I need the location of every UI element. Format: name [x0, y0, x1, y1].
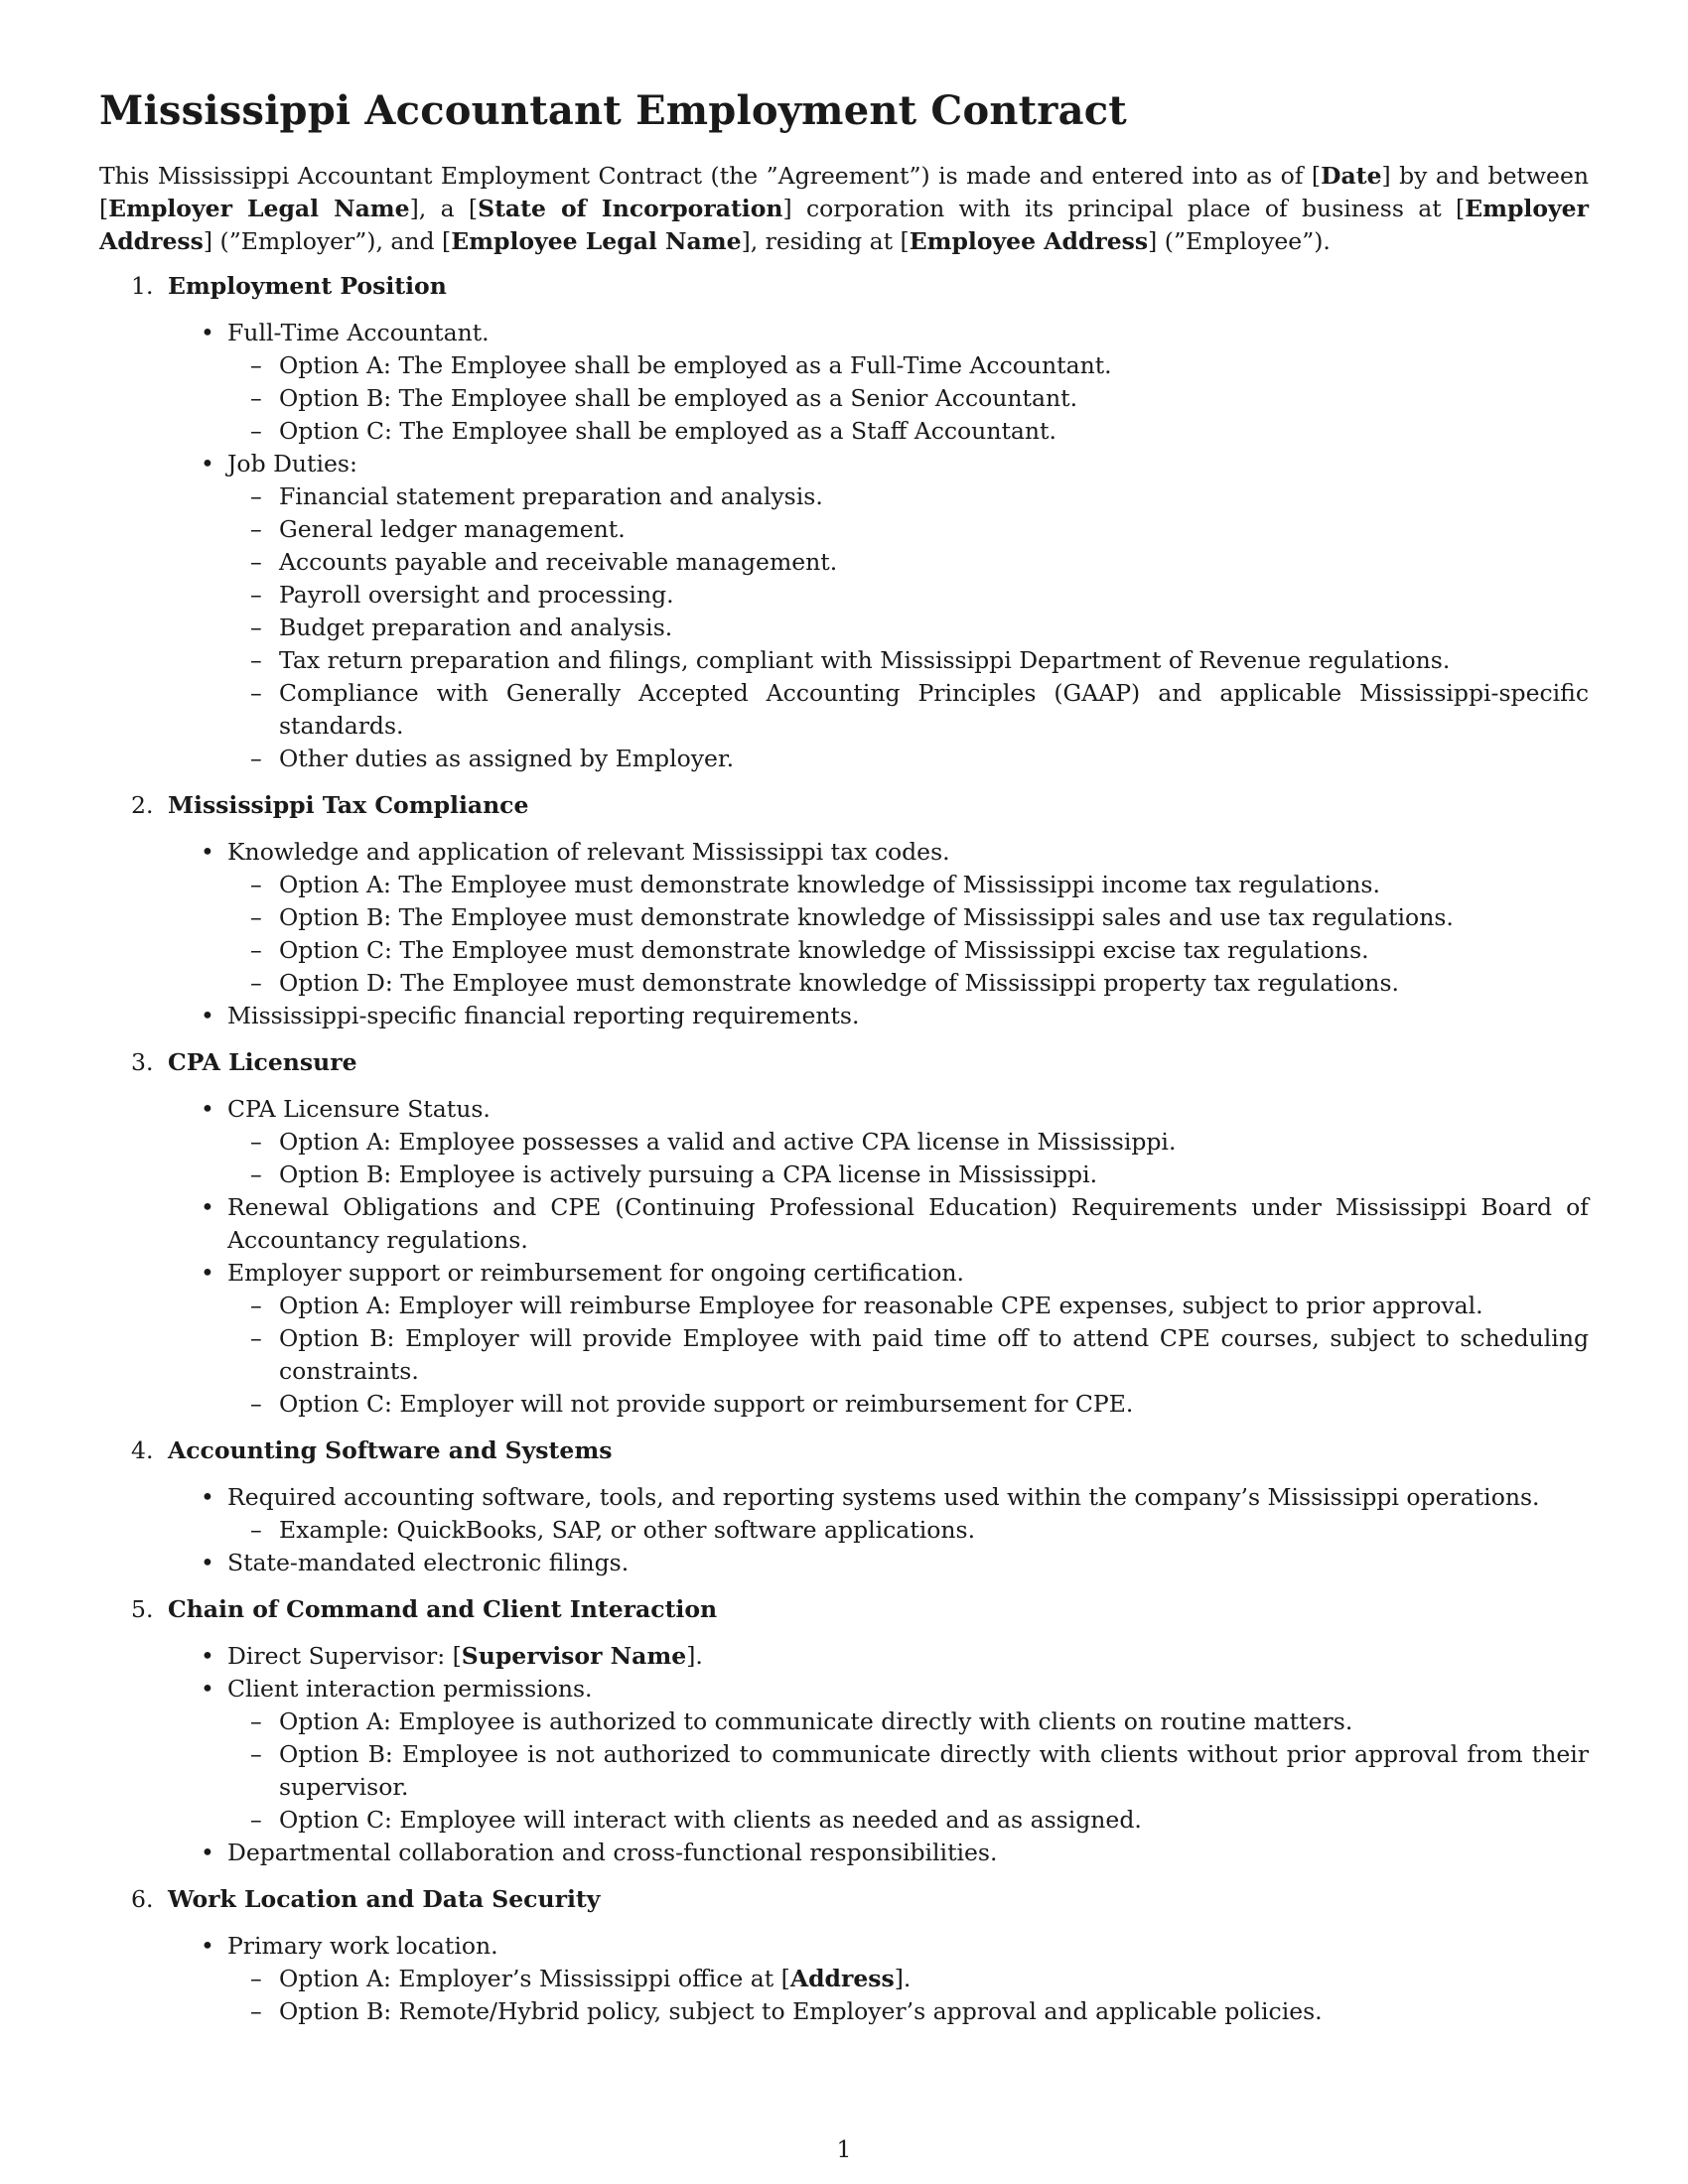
contract-section — [99, 270, 1589, 775]
sub-item — [99, 1963, 1589, 1995]
sub-list — [227, 349, 1589, 448]
section-title: Mississippi Tax Compliance — [168, 791, 529, 819]
sub-item — [99, 1995, 1589, 2028]
sub-list — [227, 480, 1589, 775]
section-heading — [99, 1046, 1589, 1079]
placeholder-state-of-incorporation: State of Incorporation — [478, 195, 783, 222]
dash-icon: – — [250, 351, 262, 379]
sub-item — [99, 1388, 1589, 1421]
sub-text: Option B: Employee is actively pursuing a CPA license in Mississippi. — [279, 1160, 1098, 1188]
bullet-item — [99, 1481, 1589, 1547]
document-title: Mississippi Accountant Employment Contract — [99, 87, 1127, 134]
bullet-item — [99, 1191, 1589, 1257]
dash-icon: – — [250, 1390, 262, 1418]
bullet-text: Renewal Obligations and CPE (Continuing Professional Education) Requirements under Mississippi Board of Accountancy regulations. — [227, 1193, 1589, 1254]
bullet-icon: • — [201, 838, 214, 866]
placeholder-employer-legal-name: Employer Legal Name — [108, 195, 410, 222]
section-number: 5. — [131, 1595, 154, 1623]
section-heading — [99, 789, 1589, 822]
section-number: 4. — [131, 1436, 154, 1464]
sub-list — [227, 869, 1589, 1000]
sub-list — [227, 1706, 1589, 1837]
bullet-icon: • — [201, 1259, 214, 1287]
bullet-item — [99, 1640, 1589, 1673]
dash-icon: – — [250, 936, 262, 964]
sub-item — [99, 677, 1589, 743]
bullet-list — [99, 836, 1589, 1032]
page-number: 1 — [836, 2135, 852, 2163]
section-title: Chain of Command and Client Interaction — [168, 1595, 718, 1623]
bullet-icon: • — [201, 1483, 214, 1511]
sub-item — [99, 415, 1589, 448]
bullet-icon: • — [201, 1932, 214, 1960]
sub-list — [227, 1514, 1589, 1547]
sub-item — [99, 1290, 1589, 1322]
dash-icon: – — [250, 482, 262, 510]
section-heading — [99, 270, 1589, 303]
section-heading — [99, 1434, 1589, 1467]
bullet-text: CPA Licensure Status. — [227, 1095, 491, 1123]
sub-list — [227, 1126, 1589, 1191]
bullet-text: Primary work location. — [227, 1932, 498, 1960]
sub-item — [99, 1804, 1589, 1837]
dash-icon: – — [250, 679, 262, 707]
bullet-item — [99, 448, 1589, 775]
intro-text: ] (”Employer”), and [ — [203, 227, 452, 255]
bullet-icon: • — [201, 450, 214, 478]
sub-item — [99, 743, 1589, 775]
sub-text: Option A: The Employee must demonstrate knowledge of Mississippi income tax regulations. — [279, 871, 1380, 898]
bullet-icon: • — [201, 1675, 214, 1703]
dash-icon: – — [250, 903, 262, 931]
sub-text: ]. — [894, 1965, 912, 1992]
sub-item — [99, 382, 1589, 415]
dash-icon: – — [250, 1740, 262, 1768]
bullet-list — [99, 1093, 1589, 1421]
dash-icon: – — [250, 1997, 262, 2025]
sub-item — [99, 1126, 1589, 1159]
dash-icon: – — [250, 515, 262, 543]
section-number: 1. — [131, 272, 154, 300]
section-number: 6. — [131, 1885, 154, 1913]
section-number: 3. — [131, 1048, 154, 1076]
sub-text: Option C: Employer will not provide support or reimbursement for CPE. — [279, 1390, 1134, 1418]
contract-section — [99, 789, 1589, 1032]
bullet-text: Departmental collaboration and cross-functional responsibilities. — [227, 1839, 998, 1866]
placeholder-field: Supervisor Name — [461, 1642, 687, 1670]
sub-text: Option B: The Employee shall be employed as a Senior Accountant. — [279, 384, 1078, 412]
bullet-icon: • — [201, 1002, 214, 1029]
contract-section — [99, 1046, 1589, 1421]
sub-list — [227, 1290, 1589, 1421]
dash-icon: – — [250, 581, 262, 609]
bullet-icon: • — [201, 1642, 214, 1670]
bullet-list — [99, 1930, 1589, 2028]
intro-text: ], a [ — [409, 195, 479, 222]
placeholder-employee-legal-name: Employee Legal Name — [451, 227, 742, 255]
contract-section — [99, 1883, 1589, 2028]
dash-icon: – — [250, 871, 262, 898]
bullet-item — [99, 1673, 1589, 1837]
bullet-text: Mississippi-specific financial reporting requirements. — [227, 1002, 860, 1029]
sub-text: Accounts payable and receivable management. — [279, 548, 838, 576]
dash-icon: – — [250, 1707, 262, 1735]
dash-icon: – — [250, 384, 262, 412]
dash-icon: – — [250, 646, 262, 674]
sub-item — [99, 869, 1589, 901]
sub-item — [99, 644, 1589, 677]
placeholder-employer-address: Employer Address — [99, 195, 1589, 255]
sub-item — [99, 612, 1589, 644]
bullet-item — [99, 317, 1589, 448]
dash-icon: – — [250, 745, 262, 772]
bullet-text: Required accounting software, tools, and reporting systems used within the company’s Mississippi operations. — [227, 1483, 1540, 1511]
dash-icon: – — [250, 614, 262, 641]
bullet-list — [99, 1481, 1589, 1579]
sub-text: Option A: Employer’s Mississippi office at [ — [279, 1965, 790, 1992]
sub-text: Option B: Remote/Hybrid policy, subject to Employer’s approval and applicable policies. — [279, 1997, 1323, 2025]
sub-item — [99, 579, 1589, 612]
sub-text: Option B: Employer will provide Employee with paid time off to attend CPE courses, subject to scheduling constraints. — [279, 1324, 1589, 1385]
sub-item — [99, 349, 1589, 382]
bullet-list — [99, 317, 1589, 775]
bullet-icon: • — [201, 1095, 214, 1123]
section-number: 2. — [131, 791, 154, 819]
intro-text: ], residing at [ — [741, 227, 910, 255]
contract-section — [99, 1593, 1589, 1869]
sub-text: General ledger management. — [279, 515, 626, 543]
bullet-icon: • — [201, 1549, 214, 1576]
sub-item — [99, 480, 1589, 513]
sub-text: Financial statement preparation and analysis. — [279, 482, 823, 510]
intro-text: This Mississippi Accountant Employment Contract (the ”Agreement”) is made and entered into as of [ — [99, 162, 1322, 190]
sub-text: Option A: Employer will reimburse Employee for reasonable CPE expenses, subject to prior approval. — [279, 1292, 1483, 1319]
sub-text: Budget preparation and analysis. — [279, 614, 673, 641]
sub-text: Option C: The Employee shall be employed as a Staff Accountant. — [279, 417, 1056, 445]
sub-list — [227, 1963, 1589, 2028]
bullet-text: Knowledge and application of relevant Mississippi tax codes. — [227, 838, 950, 866]
dash-icon: – — [250, 1806, 262, 1834]
sub-text: Compliance with Generally Accepted Accounting Principles (GAAP) and applicable Mississippi-specific standards. — [279, 679, 1589, 740]
dash-icon: – — [250, 969, 262, 997]
sub-text: Payroll oversight and processing. — [279, 581, 674, 609]
bullet-item — [99, 1547, 1589, 1579]
bullet-text: Job Duties: — [227, 450, 357, 478]
dash-icon: – — [250, 548, 262, 576]
bullet-item — [99, 1837, 1589, 1869]
placeholder-field: Address — [789, 1965, 895, 1992]
section-title: Work Location and Data Security — [168, 1885, 601, 1913]
dash-icon: – — [250, 1324, 262, 1352]
document-page — [99, 87, 1589, 2042]
intro-text: ] (”Employee”). — [1148, 227, 1331, 255]
sub-text: Option A: Employee possesses a valid and active CPA license in Mississippi. — [279, 1128, 1177, 1156]
sub-item — [99, 1706, 1589, 1738]
bullet-text: Full-Time Accountant. — [227, 319, 490, 346]
bullet-item — [99, 1930, 1589, 2028]
dash-icon: – — [250, 1965, 262, 1992]
bullet-icon: • — [201, 1839, 214, 1866]
bullet-item — [99, 1093, 1589, 1191]
sub-item — [99, 901, 1589, 934]
sub-text: Option A: Employee is authorized to communicate directly with clients on routine matters. — [279, 1707, 1353, 1735]
sub-text: Option B: Employee is not authorized to communicate directly with clients without prior approval from their supervisor. — [279, 1740, 1589, 1801]
intro-text: ] corporation with its principal place of business at [ — [782, 195, 1466, 222]
sub-item — [99, 934, 1589, 967]
section-title: CPA Licensure — [168, 1048, 357, 1076]
sub-text: Option A: The Employee shall be employed as a Full-Time Accountant. — [279, 351, 1112, 379]
sub-text: Example: QuickBooks, SAP, or other software applications. — [279, 1516, 976, 1544]
bullet-text: State-mandated electronic filings. — [227, 1549, 630, 1576]
bullet-text: Direct Supervisor: [ — [227, 1642, 462, 1670]
section-title: Accounting Software and Systems — [168, 1436, 613, 1464]
placeholder-date: Date — [1321, 162, 1382, 190]
bullet-text: Employer support or reimbursement for ongoing certification. — [227, 1259, 965, 1287]
dash-icon: – — [250, 1128, 262, 1156]
dash-icon: – — [250, 1160, 262, 1188]
sub-text: Option C: The Employee must demonstrate knowledge of Mississippi excise tax regulations. — [279, 936, 1369, 964]
sub-text: Tax return preparation and filings, compliant with Mississippi Department of Revenue regulations. — [279, 646, 1451, 674]
sub-item — [99, 1514, 1589, 1547]
sub-text: Option C: Employee will interact with clients as needed and as assigned. — [279, 1806, 1142, 1834]
bullet-item — [99, 836, 1589, 1000]
bullet-icon: • — [201, 319, 214, 346]
sub-text: Option B: The Employee must demonstrate knowledge of Mississippi sales and use tax regulations. — [279, 903, 1454, 931]
sub-item — [99, 546, 1589, 579]
intro-paragraph — [99, 160, 1589, 258]
dash-icon: – — [250, 1292, 262, 1319]
bullet-list — [99, 1640, 1589, 1869]
sub-text: Other duties as assigned by Employer. — [279, 745, 735, 772]
sub-item — [99, 513, 1589, 546]
sub-item — [99, 1159, 1589, 1191]
sub-item — [99, 967, 1589, 1000]
section-heading — [99, 1593, 1589, 1626]
bullet-item — [99, 1000, 1589, 1032]
sub-item — [99, 1738, 1589, 1804]
section-heading — [99, 1883, 1589, 1916]
bullet-text: Client interaction permissions. — [227, 1675, 593, 1703]
contract-sections — [99, 270, 1589, 2028]
placeholder-employee-address: Employee Address — [909, 227, 1149, 255]
sub-text: Option D: The Employee must demonstrate knowledge of Mississippi property tax regulations. — [279, 969, 1399, 997]
intro-text: ] by and between [ — [99, 162, 1589, 222]
bullet-text: ]. — [686, 1642, 703, 1670]
bullet-icon: • — [201, 1193, 214, 1221]
bullet-item — [99, 1257, 1589, 1421]
contract-section — [99, 1434, 1589, 1579]
dash-icon: – — [250, 417, 262, 445]
sub-item — [99, 1322, 1589, 1388]
dash-icon: – — [250, 1516, 262, 1544]
section-title: Employment Position — [168, 272, 447, 300]
